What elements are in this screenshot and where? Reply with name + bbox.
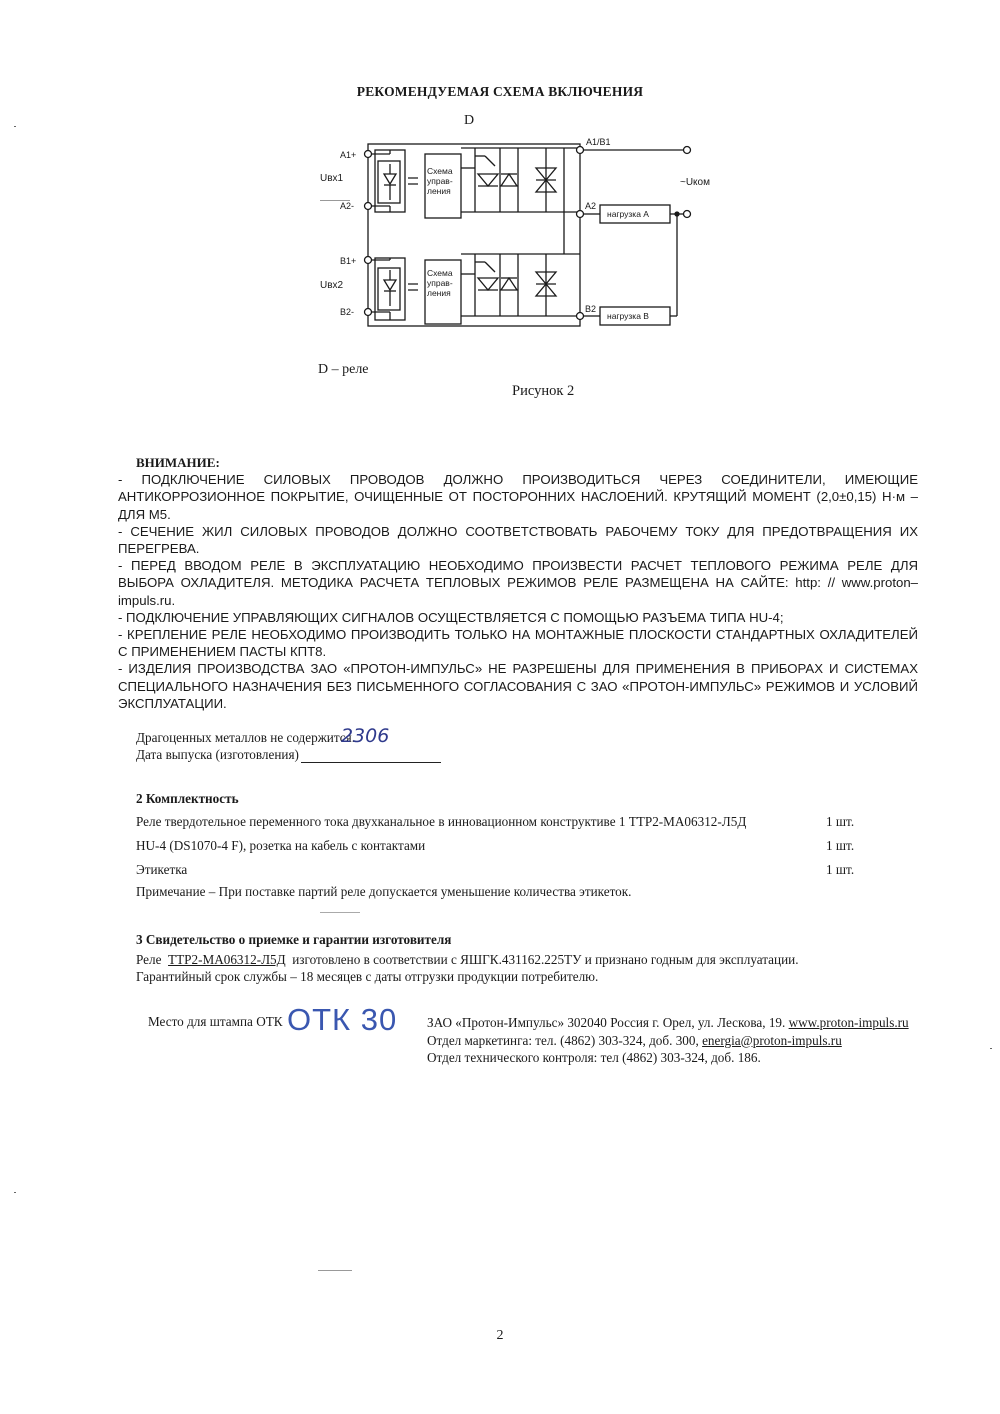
list-item-qty: 1 шт. xyxy=(826,838,855,853)
warning-p4: - ПОДКЛЮЧЕНИЕ УПРАВЛЯЮЩИХ СИГНАЛОВ ОСУЩЕСТВЛЯЕТСЯ С ПОМОЩЬЮ РАЗЪЕМА ТИПА HU-4; xyxy=(118,609,784,625)
stamp-place-label: Место для штампа ОТК xyxy=(148,1014,283,1029)
release-date-line xyxy=(301,725,441,763)
load-b-label: нагрузка B xyxy=(607,311,649,321)
control-label-1c: ления xyxy=(427,186,451,196)
warning-p2: - СЕЧЕНИЕ ЖИЛ СИЛОВЫХ ПРОВОДОВ ДОЛЖНО СООТВЕТСТВОВАТЬ РАБОЧЕМУ ТОКУ ДЛЯ ПРЕДОТВРАЩЕНИЯ ИХ ПЕРЕГРЕВА. xyxy=(118,523,918,557)
pin-b1: B1+ xyxy=(340,256,357,266)
warning-p1: - ПОДКЛЮЧЕНИЕ СИЛОВЫХ ПРОВОДОВ ДОЛЖНО ПРОИЗВОДИТЬСЯ ЧЕРЕЗ СОЕДИНИТЕЛИ, ИМЕЮЩИЕ АНТИКОРРОЗИОННОЕ ПОКРЫТИЕ, ОЧИЩЕННЫЕ ОТ ПОСТОРОННИХ НАСЛОЕНИЙ. КРУТЯЩИЙ МОМЕНТ (2,0±0,15) Н·м – ДЛЯ М5. xyxy=(118,472,918,522)
scan-speck xyxy=(320,200,350,201)
warning-p6: - ИЗДЕЛИЯ ПРОИЗВОДСТВА ЗАО «ПРОТОН-ИМПУЛЬС» НЕ РАЗРЕШЕНЫ ДЛЯ ПРИМЕНЕНИЯ В ПРИБОРАХ И СИСТЕМАХ СПЕЦИАЛЬНОГО НАЗНАЧЕНИЯ БЕЗ ПИСЬМЕННОГО СОГЛАСОВАНИЯ С ЗАО «ПРОТОН-ИМПУЛЬС» РЕЖИМОВ И УСЛОВИЙ ЭКСПЛУАТАЦИИ. xyxy=(118,661,918,711)
cert-suffix: изготовлено в соответствии с ЯШГК.431162.225ТУ и признано годным для эксплуатации. xyxy=(292,952,799,967)
scan-speck xyxy=(318,1270,352,1271)
company-email-link[interactable]: energia@proton-impuls.ru xyxy=(702,1032,842,1048)
metals-text: Драгоценных металлов не содержится. xyxy=(136,730,356,745)
control-label-2a: Схема xyxy=(427,268,453,278)
cert-warranty: Гарантийный срок службы – 18 месяцев с даты отгрузки продукции потребителю. xyxy=(136,969,599,984)
list-item: Реле твердотельное переменного тока двухканальное в инновационном конструктиве 1 ТТР2-МА06312-Л5Д xyxy=(136,814,747,829)
pin-a2: A2- xyxy=(340,201,355,211)
cert-model: ТТР2-МА06312-Л5Д xyxy=(168,952,286,967)
release-date-value: 2306 xyxy=(340,725,390,747)
list-item: Этикетка xyxy=(136,862,188,877)
pin-b2: B2- xyxy=(340,307,355,317)
control-label-2b: управ- xyxy=(427,278,453,288)
company-info xyxy=(427,1014,909,1067)
warning-section xyxy=(118,454,918,712)
certificate-title: 3 Свидетельство о приемке и гарантии изготовителя xyxy=(136,932,452,947)
input-1-label: Uвх1 xyxy=(320,173,344,184)
list-item-qty: 1 шт. xyxy=(826,814,855,829)
control-label-1b: управ- xyxy=(427,176,453,186)
company-address: ЗАО «Протон-Импульс» 302040 Россия г. Орел, ул. Лескова, 19. xyxy=(427,1015,786,1030)
company-site-link[interactable]: www.proton-impuls.ru xyxy=(788,1015,909,1030)
pin-a1: A1+ xyxy=(340,150,357,160)
warning-p5: - КРЕПЛЕНИЕ РЕЛЕ НЕОБХОДИМО ПРОИЗВОДИТЬ ТОЛЬКО НА МОНТАЖНЫЕ ПЛОСКОСТИ СТАНДАРТНЫХ ОХЛАДИТЕЛЕЙ С ПРИМЕНЕНИЕМ ПАСТЫ КПТ8. xyxy=(118,627,918,660)
device-label: D xyxy=(464,113,475,128)
out-a2-label: A2 xyxy=(585,201,597,211)
ucom-label: ~Uком xyxy=(680,177,710,188)
completeness-note: Примечание – При поставке партий реле допускается уменьшение количества этикеток. xyxy=(136,884,632,899)
list-item-qty: 1 шт. xyxy=(826,862,855,877)
page-title: РЕКОМЕНДУЕМАЯ СХЕМА ВКЛЮЧЕНИЯ xyxy=(356,84,644,99)
input-2-label: Uвх2 xyxy=(320,280,344,291)
page-number: 2 xyxy=(496,1328,504,1343)
cert-prefix: Реле xyxy=(136,952,162,967)
scan-speck xyxy=(14,1192,16,1193)
scan-speck xyxy=(990,1048,992,1049)
otk-stamp: ОТК 30 xyxy=(287,1002,398,1037)
diagram-legend: D – реле xyxy=(318,362,369,377)
qc-contact: Отдел технического контроля: тел (4862) 303-324, доб. 186. xyxy=(427,1050,761,1065)
control-label-2c: ления xyxy=(427,288,451,298)
control-label-1a: Схема xyxy=(427,166,453,176)
warning-p3: - ПЕРЕД ВВОДОМ РЕЛЕ В ЭКСПЛУАТАЦИЮ НЕОБХОДИМО ПРОИЗВЕСТИ РАСЧЕТ ТЕПЛОВОГО РЕЖИМА РЕЛЕ ДЛЯ ВЫБОРА ОХЛАДИТЕЛЯ. МЕТОДИКА РАСЧЕТА ТЕПЛОВЫХ РЕЖИМОВ РЕЛЕ РАЗМЕЩЕНА НА САЙТЕ: http: // www.proton–impuls.ru. xyxy=(118,558,918,608)
metals-block xyxy=(136,725,441,763)
marketing-contact: Отдел маркетинга: тел. (4862) 303-324, доб. 300, xyxy=(427,1032,699,1048)
out-b2-label: B2 xyxy=(585,304,597,314)
list-item: HU-4 (DS1070-4 F), розетка на кабель с контактами xyxy=(136,838,426,853)
scan-speck xyxy=(14,126,16,127)
scan-speck xyxy=(320,912,360,913)
certificate-body xyxy=(136,951,799,985)
load-a-label: нагрузка A xyxy=(607,209,649,219)
circuit-diagram xyxy=(300,108,740,348)
release-date-label: Дата выпуска (изготовления) xyxy=(136,746,299,762)
warning-heading: ВНИМАНИЕ: xyxy=(136,455,220,470)
out-a1b1-label: A1/B1 xyxy=(586,137,611,147)
figure-caption: Рисунок 2 xyxy=(512,383,575,399)
completeness-title: 2 Комплектность xyxy=(136,791,239,806)
